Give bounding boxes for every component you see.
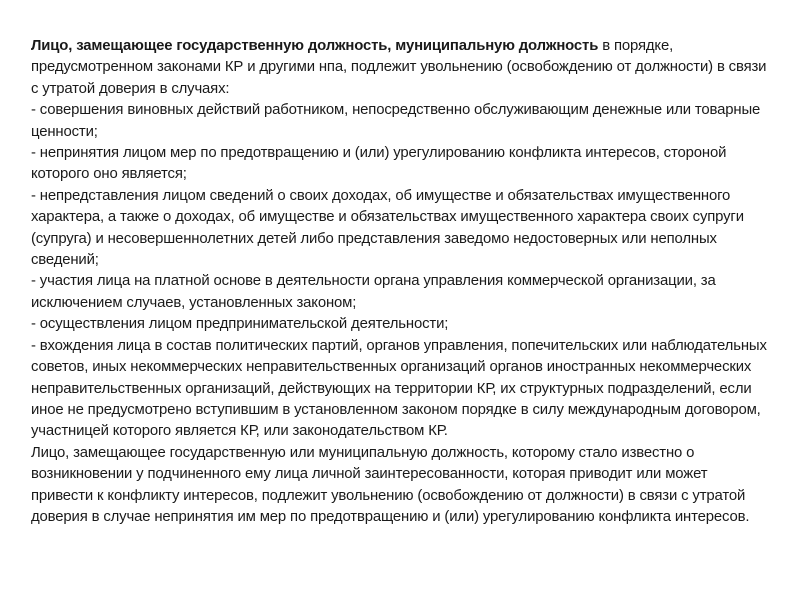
case-item: - осуществления лицом предпринимательской деятельности; bbox=[31, 316, 449, 333]
case-item: - вхождения лица в состав политических партий, органов управления, попечительских или наблюдательных советов, иных некоммерческих неправительственных организаций органов иностранных некоммерческих неправительственных организаций, действующих на территории КР, их структурных подразделений, если иное не предусмотрено вступившим в установленном законом порядке в силу международным договором, участницей которого является КР, или законодательством КР. bbox=[31, 337, 767, 440]
intro-paragraph bbox=[31, 36, 768, 100]
case-item: - непредставления лицом сведений о своих доходах, об имуществе и обязательствах имущественного характера, а также о доходах, об имуществе и обязательствах имущественного характера своих супруги (супруга) и несовершеннолетних детей либо представления заведомо недостоверных или неполных сведений; bbox=[31, 187, 744, 269]
intro-bold-text: Лицо, замещающее государственную должность, муниципальную должность bbox=[31, 38, 599, 54]
closing-paragraph: Лицо, замещающее государственную или муниципальную должность, которому стало известно о возникновении у подчиненного ему лица личной заинтересованности, которая приводит или может привести к конфликту интересов, подлежит увольнению (освобождению от должности) в связи с утратой доверия в случае непринятия им мер по предотвращению и (или) урегулированию конфликта интересов. bbox=[31, 444, 750, 525]
case-item: - совершения виновных действий работником, непосредственно обслуживающим денежные или товарные ценности; bbox=[31, 102, 761, 140]
intro-text: в порядке, предусмотренном законами КР и другими нпа, подлежит увольнению (освобождению от должности) в связи с утратой доверия в случаях: bbox=[31, 38, 767, 97]
case-item: - непринятия лицом мер по предотвращению и (или) урегулированию конфликта интересов, стороной которого оно является; bbox=[31, 145, 727, 183]
case-item: - участия лица на платной основе в деятельности органа управления коммерческой организации, за исключением случаев, установленных законом; bbox=[31, 273, 716, 311]
